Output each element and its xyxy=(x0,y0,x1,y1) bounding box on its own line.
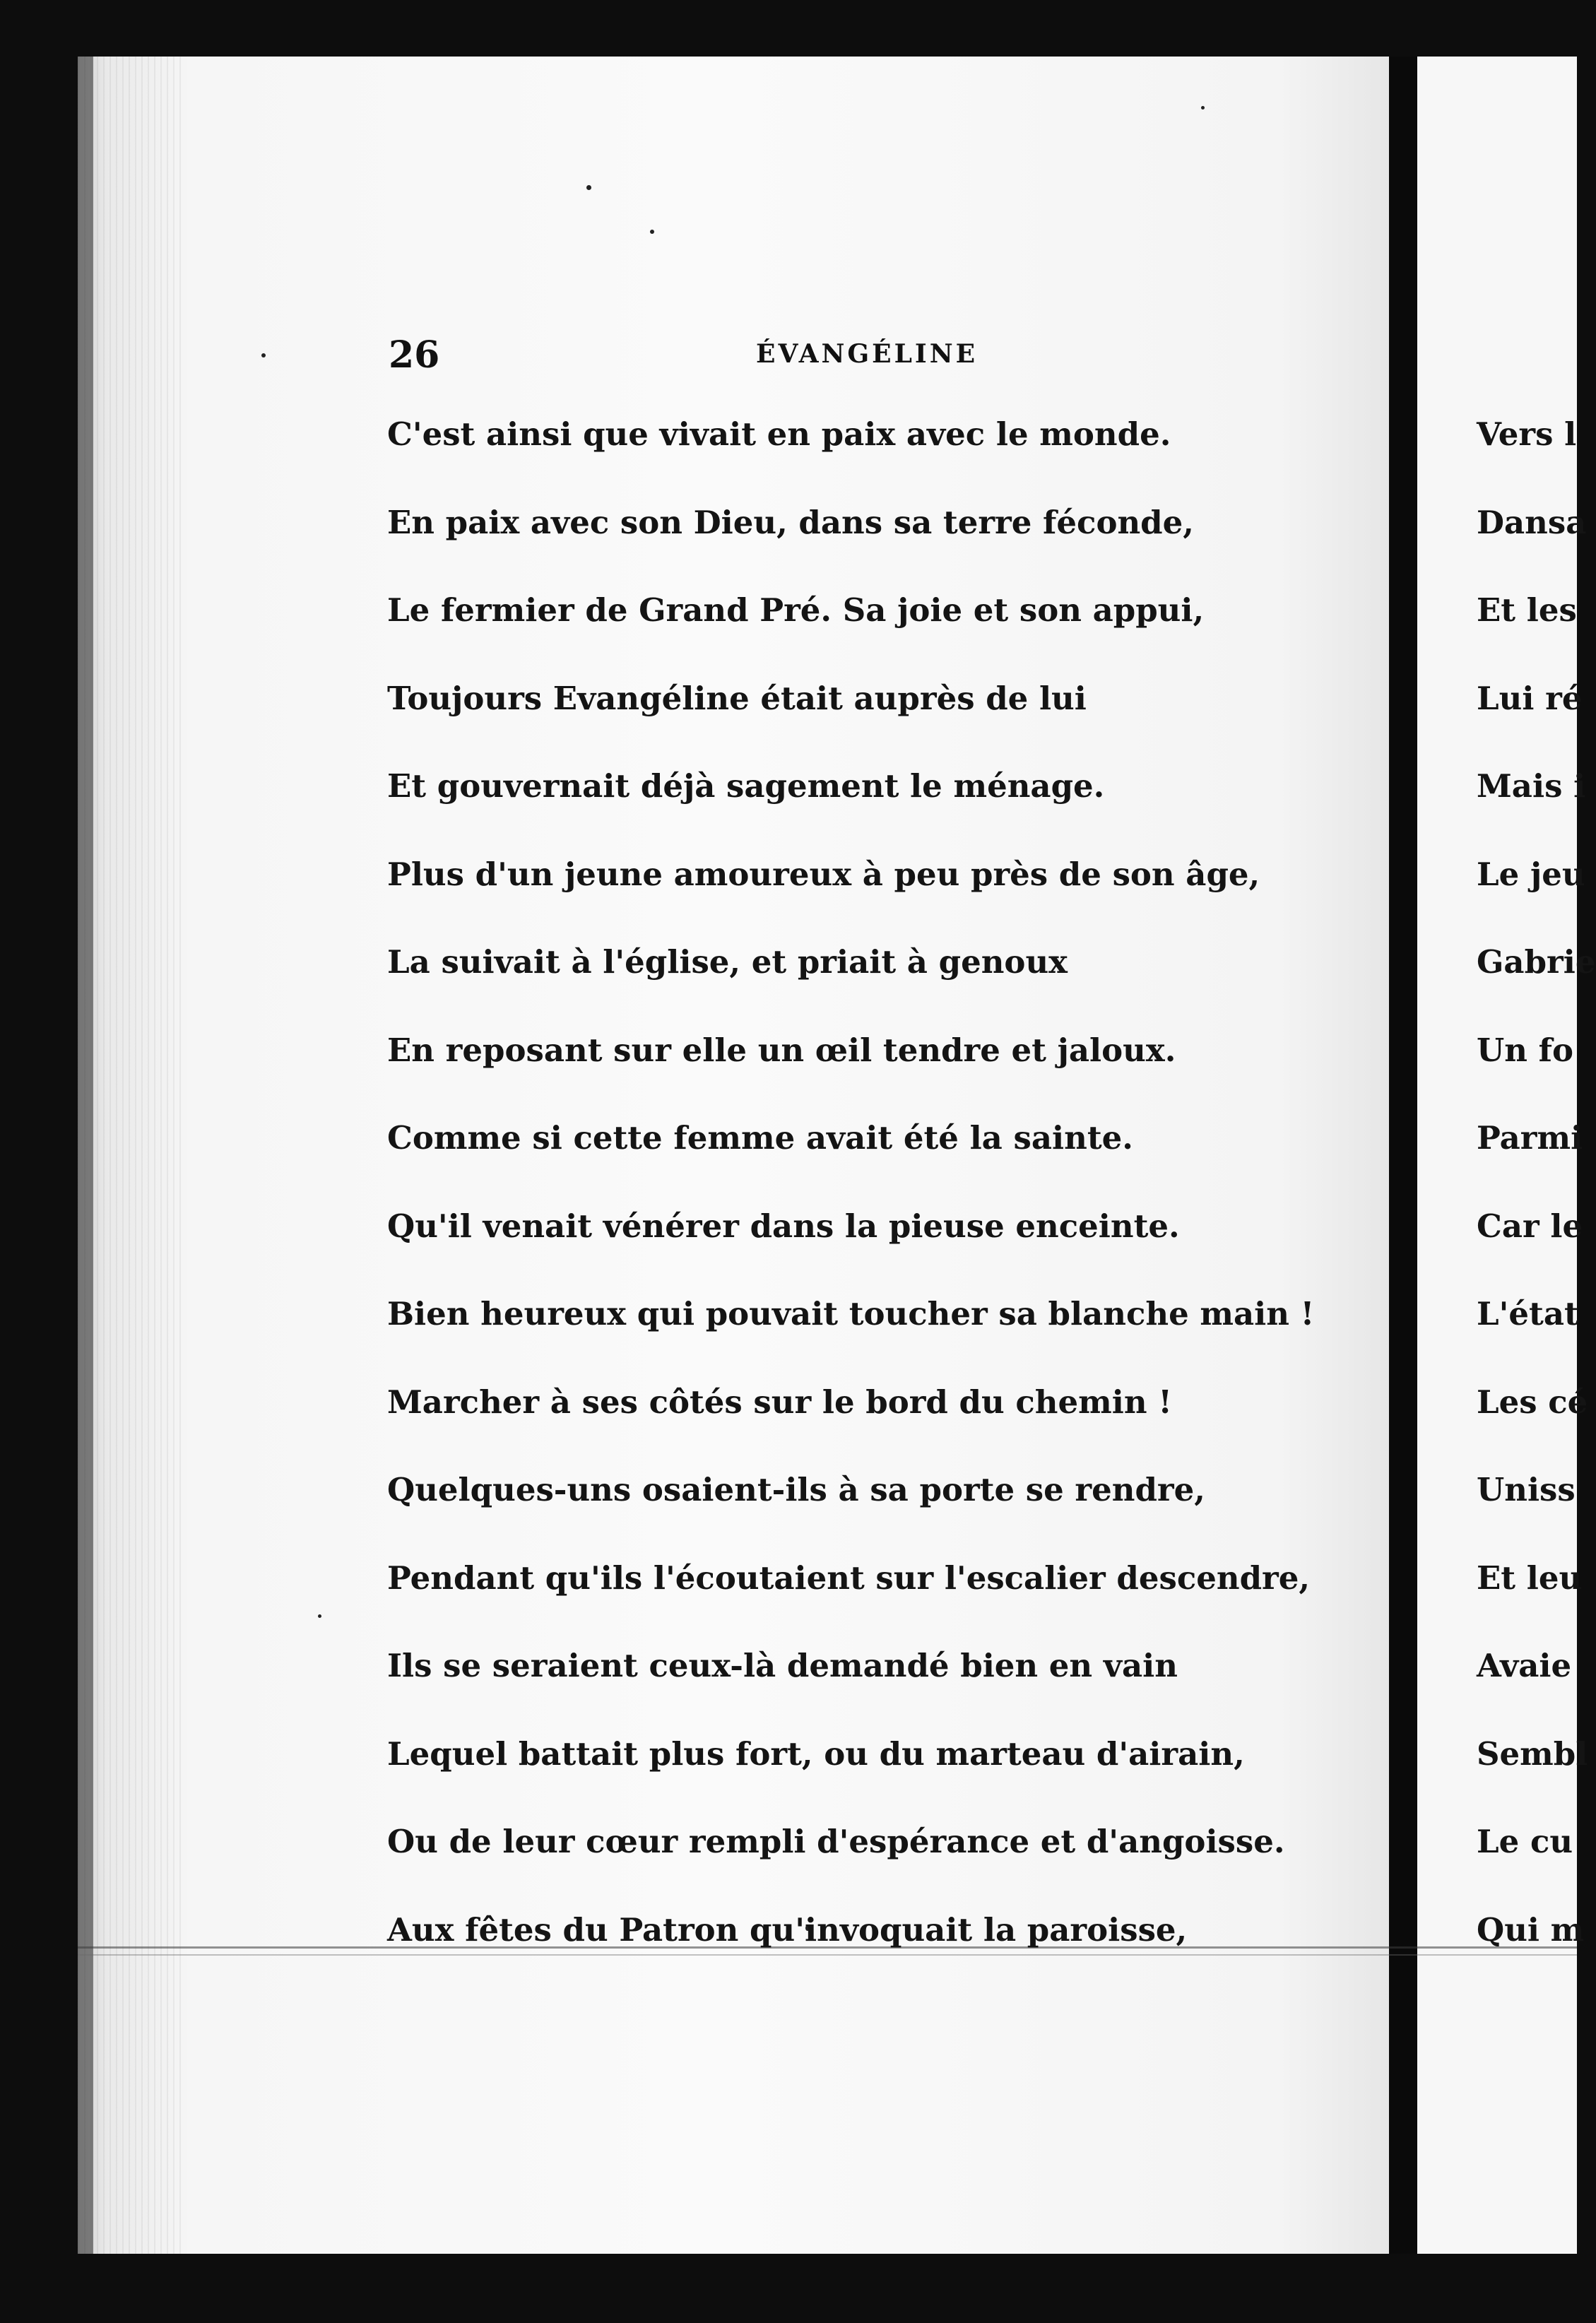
dust-speck xyxy=(650,230,654,234)
fragment-line: Lui ré xyxy=(1477,679,1583,717)
verse-line: Plus d'un jeune amoureux à peu près de son âge, xyxy=(387,855,1260,893)
dust-speck xyxy=(318,1614,321,1618)
verse-line: Marcher à ses côtés sur le bord du chemin ! xyxy=(387,1383,1173,1421)
fragment-line: Et leu xyxy=(1477,1559,1583,1597)
page-number: 26 xyxy=(389,333,440,377)
fragment-line: Et les xyxy=(1477,591,1577,629)
verse-line: Comme si cette femme avait été la sainte. xyxy=(387,1119,1133,1157)
dust-speck xyxy=(1201,106,1205,110)
verse-line: Et gouvernait déjà sagement le ménage. xyxy=(387,767,1105,805)
fragment-line: Un fo xyxy=(1477,1031,1573,1069)
right-page-text xyxy=(1477,410,1596,1993)
dust-speck xyxy=(586,185,591,190)
book-gutter xyxy=(1389,57,1417,2254)
fragment-line: Avaie xyxy=(1477,1647,1572,1684)
verse-line: En reposant sur elle un œil tendre et jaloux. xyxy=(387,1031,1176,1069)
verse-line: C'est ainsi que vivait en paix avec le monde. xyxy=(387,415,1171,453)
verse-line: Bien heureux qui pouvait toucher sa blanche main ! xyxy=(387,1295,1315,1332)
fragment-line: Uniss xyxy=(1477,1471,1576,1508)
poem-text xyxy=(387,410,1376,1993)
fragment-line: Qui m xyxy=(1477,1910,1585,1949)
verse-line: Ils se seraient ceux-là demandé bien en vain xyxy=(387,1647,1178,1684)
fragment-line: Mais i xyxy=(1477,767,1586,805)
fragment-line: Parmi xyxy=(1477,1119,1583,1157)
verse-line: Le fermier de Grand Pré. Sa joie et son appui, xyxy=(387,591,1205,629)
page-header xyxy=(389,333,1378,383)
page-edge-stack xyxy=(78,57,184,2254)
verse-line: Qu'il venait vénérer dans la pieuse enceinte. xyxy=(387,1207,1180,1245)
fragment-line: Les cé xyxy=(1477,1383,1588,1421)
verse-line: Lequel battait plus fort, ou du marteau d'airain, xyxy=(387,1734,1245,1773)
verse-line: Toujours Evangéline était auprès de lui xyxy=(387,679,1087,717)
fragment-line: Le cu xyxy=(1477,1823,1573,1860)
fragment-line: Sembl xyxy=(1477,1734,1588,1773)
dust-speck xyxy=(261,353,266,357)
verse-line: Quelques-uns osaient-ils à sa porte se rendre, xyxy=(387,1471,1205,1508)
fragment-line: Vers l xyxy=(1477,415,1577,453)
fragment-line: L'état xyxy=(1477,1295,1579,1332)
verse-line: Pendant qu'ils l'écoutaient sur l'escalier descendre, xyxy=(387,1559,1311,1597)
fragment-line: Dansa xyxy=(1477,503,1587,541)
verse-line: Ou de leur cœur rempli d'espérance et d'angoisse. xyxy=(387,1823,1285,1860)
verse-line: Aux fêtes du Patron qu'invoquait la paroisse, xyxy=(387,1910,1188,1949)
fragment-line: Le jeu xyxy=(1477,855,1585,893)
page-edge-shadow xyxy=(78,57,93,2254)
verse-line: La suivait à l'église, et priait à genoux xyxy=(387,943,1068,981)
fragment-line: Gabrie xyxy=(1477,943,1596,981)
verse-line: En paix avec son Dieu, dans sa terre féconde, xyxy=(387,503,1194,541)
fragment-line: Car le xyxy=(1477,1207,1583,1245)
running-title: ÉVANGÉLINE xyxy=(756,339,979,369)
